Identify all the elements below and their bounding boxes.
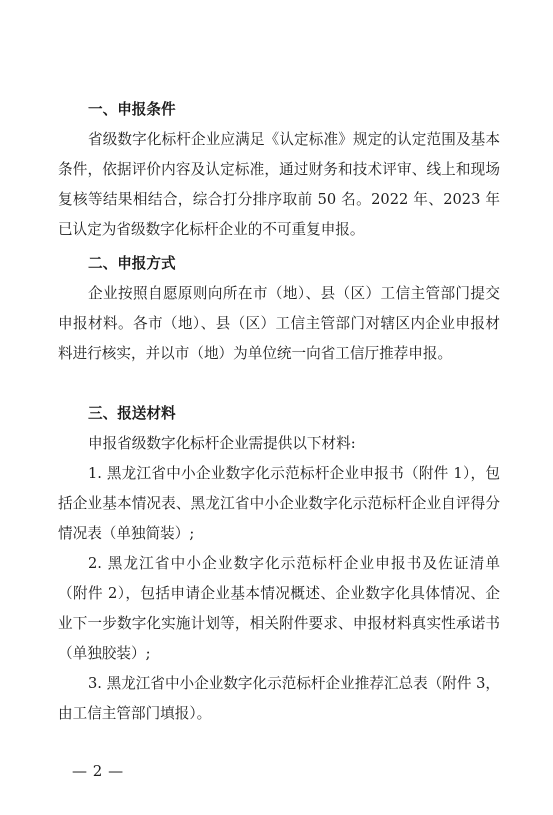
paragraph-material-3: 3. 黑龙江省中小企业数字化示范标杆企业推荐汇总表（附件 3，由工信主管部门填报）。 xyxy=(58,675,500,722)
paragraph-materials-intro: 申报省级数字化标杆企业需提供以下材料: xyxy=(88,435,356,452)
page-number: — 2 — xyxy=(72,762,124,780)
paragraph-material-1: 1. 黑龙江省中小企业数字化示范标杆企业申报书（附件 1），包括企业基本情况表、黑龙江省中小企业数字化示范标杆企业自评得分情况表（单独简装）; xyxy=(58,465,500,542)
paragraph-conditions: 省级数字化标杆企业应满足《认定标准》规定的认定范围及基本条件，依据评价内容及认定标准，通过财务和技术评审、线上和现场复核等结果相结合，综合打分排序取前 50 名。2022 年、2023 年已认定为省级数字化标杆企业的不可重复申报。 xyxy=(58,131,500,238)
paragraph-method: 企业按照自愿原则向所在市（地）、县（区）工信主管部门提交申报材料。各市（地）、县（区）工信主管部门对辖区内企业申报材料进行核实，并以市（地）为单位统一向省工信厅推荐申报。 xyxy=(58,285,500,362)
paragraph-material-2: 2. 黑龙江省中小企业数字化示范标杆企业申报书及佐证清单（附件 2），包括申请企业基本情况概述、企业数字化具体情况、企业下一步数字化实施计划等，相关附件要求、申报材料真实性承诺书（单独胶装）; xyxy=(58,555,500,662)
section-heading-method: 二、申报方式 xyxy=(88,255,176,272)
section-heading-conditions: 一、申报条件 xyxy=(88,101,176,118)
section-heading-materials: 三、报送材料 xyxy=(88,405,176,422)
